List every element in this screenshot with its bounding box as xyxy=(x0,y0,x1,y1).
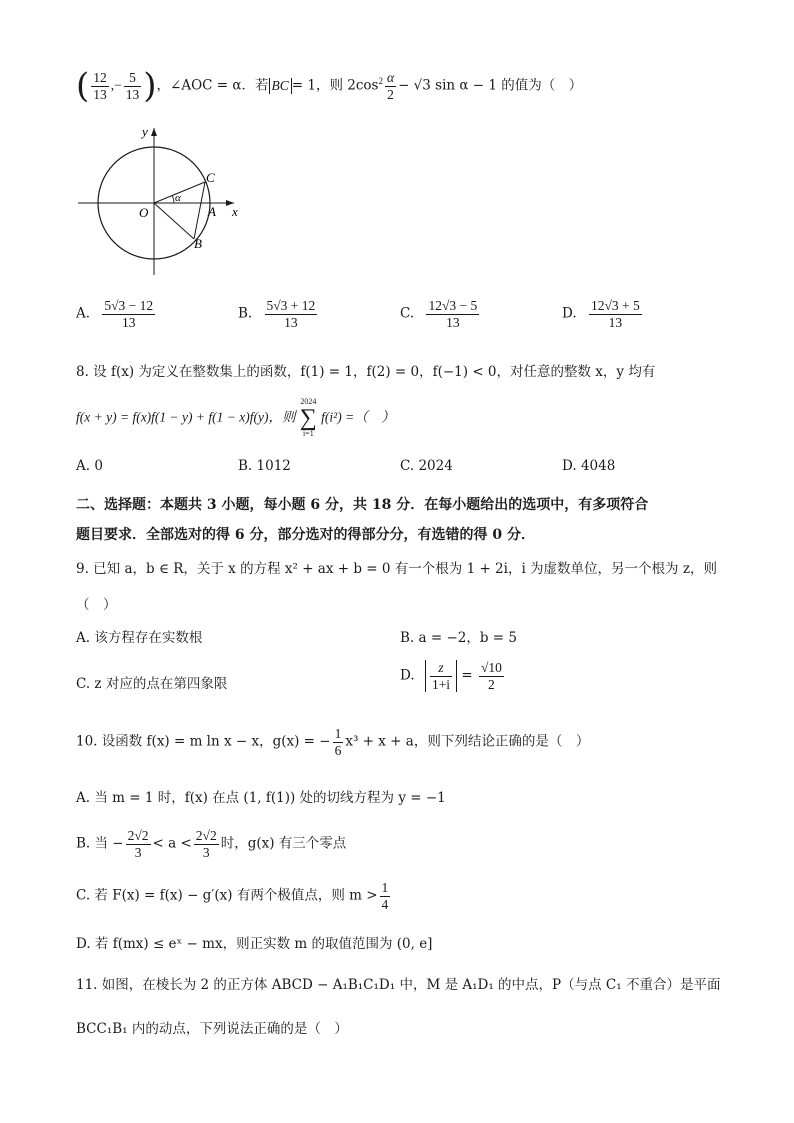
q10-option-a[interactable]: A. 当 m = 1 时，f(x) 在点 (1, f(1)) 处的切线方程为 y = −1 xyxy=(76,790,446,806)
q9-stem-line2: （ ） xyxy=(76,597,117,613)
q8-option-d[interactable]: D. 4048 xyxy=(562,458,616,474)
q10-stem: 10. 设函数 f(x) = m ln x − x，g(x) = − $\frac{1}{6}$ x³ + x + a，则下列结论正确的是（ ） xyxy=(76,726,590,758)
q9-option-a[interactable]: A. 该方程存在实数根 xyxy=(76,630,203,646)
segment-ob xyxy=(154,203,194,239)
a-label: A xyxy=(208,204,216,219)
right-paren: ) xyxy=(143,66,157,106)
q10-option-b[interactable]: B. 当 − $\frac{2√2}{3}$ < a < $\frac{2√2}{3}$ 时，g(x) 有三个零点 xyxy=(76,828,347,860)
y-axis-arrow xyxy=(151,128,157,136)
q8-stem-line1: 8. 设 f(x) 为定义在整数集上的函数，f(1) = 1，f(2) = 0，f(−1) < 0，对任意的整数 x，y 均有 xyxy=(76,364,656,380)
angle-arc xyxy=(172,195,174,203)
x-label: x xyxy=(232,204,238,219)
q9-stem-line1: 9. 已知 a，b ∈ R，关于 x 的方程 x² + ax + b = 0 有一个根为 1 + 2i，i 为虚数单位，另一个根为 z，则 xyxy=(76,561,717,577)
alpha-label: α xyxy=(175,192,181,204)
q7-option-a[interactable]: A. $\frac{5√3 - 12}{13}$ xyxy=(76,298,154,330)
q11-stem-line2: BCC₁B₁ 内的动点，下列说法正确的是（ ） xyxy=(76,1021,348,1037)
q7-option-c[interactable]: C. $\frac{12√3 - 5}{13}$ xyxy=(400,298,478,330)
q9-option-d[interactable]: D. $\frac{z}{1+i}$ = $\frac{√10}{2}$ xyxy=(400,660,502,692)
q8-option-a[interactable]: A. 0 xyxy=(76,458,103,474)
q7-stem: ( $\frac{12}{13}$ ,− $\frac{5}{13}$ )，∠AOC = α．若 BC = 1，则 $2\cos^2$ $\frac{\alpha}{2}$ − √3 sin α − 1 的值为（ ） xyxy=(76,66,583,106)
q11-stem-line1: 11. 如图，在棱长为 2 的正方体 ABCD − A₁B₁C₁D₁ 中，M 是 A₁D₁ 的中点，P（与点 C₁ 不重合）是平面 xyxy=(76,977,721,993)
fraction-2sqrt2-3-neg: $\frac{2√2}{3}$ xyxy=(127,828,149,860)
q8-option-c[interactable]: C. 2024 xyxy=(400,458,453,474)
unit-circle-figure xyxy=(72,120,252,280)
q7-option-b-fraction: $\frac{5√3 + 12}{13}$ xyxy=(266,298,316,330)
fraction-alpha-2: $\frac{\alpha}{2}$ xyxy=(386,69,395,102)
y-label: y xyxy=(142,124,148,139)
b-label: B xyxy=(194,236,202,251)
left-paren: ( xyxy=(76,66,90,106)
q9-option-c[interactable]: C. z 对应的点在第四象限 xyxy=(76,676,228,692)
q7-option-b[interactable]: B. $\frac{5√3 + 12}{13}$ xyxy=(238,298,316,330)
o-label: O xyxy=(139,205,149,220)
q7-option-a-fraction: $\frac{5√3 - 12}{13}$ xyxy=(104,298,154,330)
section2-heading-line2: 题目要求．全部选对的得 6 分，部分选对的得部分分，有选错的得 0 分． xyxy=(76,527,535,543)
fraction-12-13: $\frac{12}{13}$ xyxy=(93,69,107,102)
fraction-1-6: $\frac{1}{6}$ xyxy=(334,726,342,758)
q7-option-c-fraction: $\frac{12√3 - 5}{13}$ xyxy=(428,298,478,330)
q9-option-b[interactable]: B. a = −2，b = 5 xyxy=(400,630,517,646)
sqrt10-over-2: $\frac{√10}{2}$ xyxy=(480,660,502,692)
abs-z-over-1-plus-i: $\frac{z}{1+i}$ xyxy=(425,660,457,692)
fraction-2sqrt2-3: $\frac{2√2}{3}$ xyxy=(195,828,217,860)
q8-option-b[interactable]: B. 1012 xyxy=(238,458,291,474)
q10-option-d[interactable]: D. 若 f(mx) ≤ eˣ − mx，则正实数 m 的取值范围为 (0, e] xyxy=(76,936,433,952)
q8-stem-line2: f(x + y) = f(x)f(1 − y) + f(1 − x)f(y)，则 2024 ∑ i=1 f(i²) =（ ） xyxy=(76,397,395,438)
q7-option-d[interactable]: D. $\frac{12√3 + 5}{13}$ xyxy=(562,298,640,330)
abs-bc: BC xyxy=(269,78,292,94)
fraction-1-4: $\frac{1}{4}$ xyxy=(381,880,389,912)
summation-symbol: 2024 ∑ i=1 xyxy=(299,397,317,438)
q7-option-d-fraction: $\frac{12√3 + 5}{13}$ xyxy=(590,298,640,330)
fraction-5-13: $\frac{5}{13}$ xyxy=(125,69,140,102)
c-label: C xyxy=(206,170,215,185)
q10-option-c[interactable]: C. 若 F(x) = f(x) − g′(x) 有两个极值点，则 m > $\frac{1}{4}$ xyxy=(76,880,389,912)
section2-heading-line1: 二、选择题：本题共 3 小题，每小题 6 分，共 18 分．在每小题给出的选项中，有多项符合 xyxy=(76,497,649,513)
